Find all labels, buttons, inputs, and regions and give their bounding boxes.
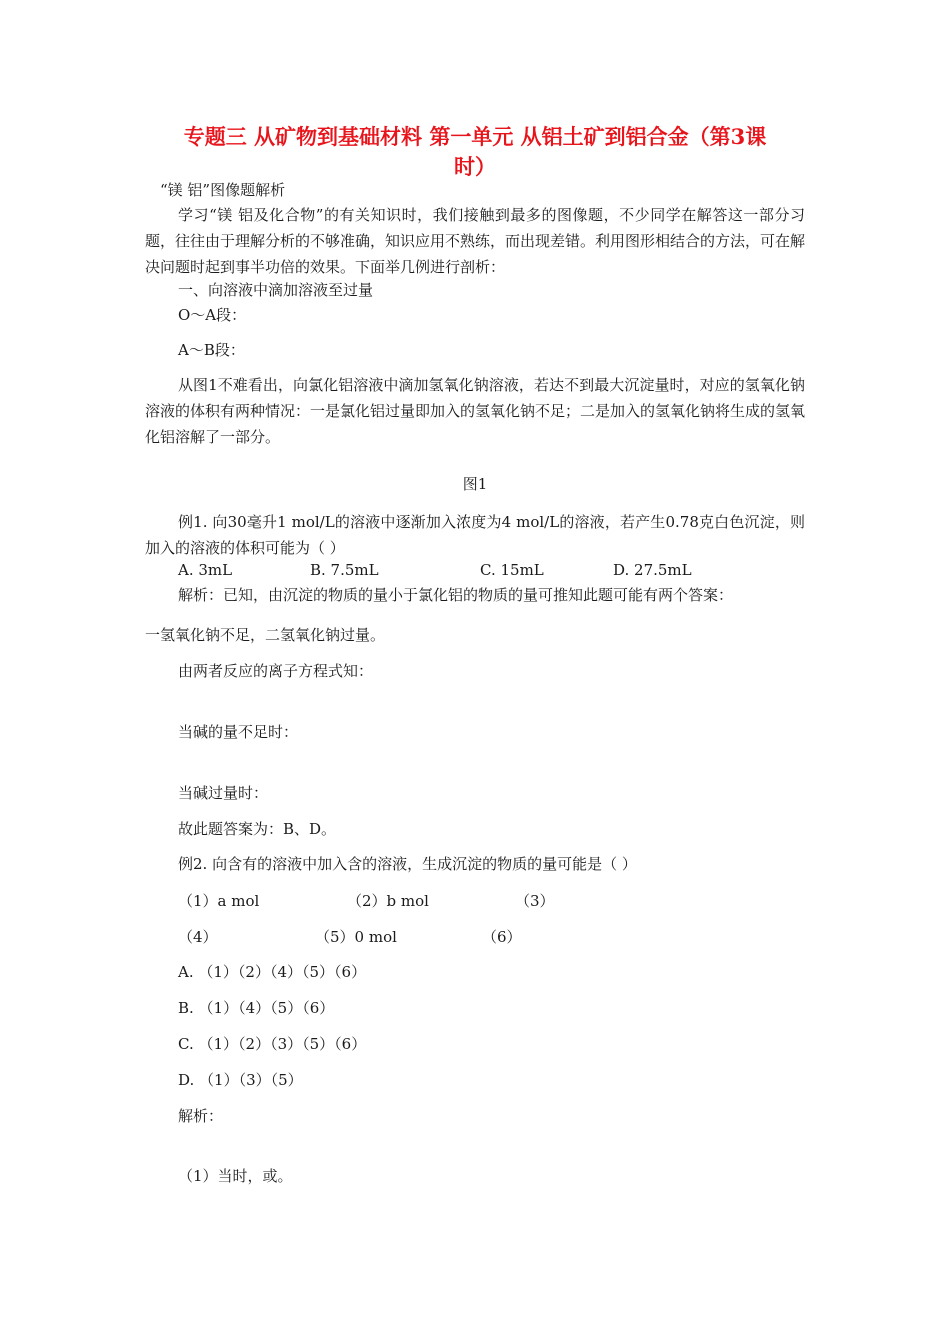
figure-caption: 图1: [462, 475, 488, 493]
example-2-item-1: （1）a mol: [178, 892, 260, 910]
subtitle: “镁 铝”图像题解析: [160, 181, 286, 199]
section-heading-1: 一、向溶液中滴加溶液至过量: [178, 281, 374, 299]
example-1-two-cases: 一氢氧化钠不足，二氢氧化钠过量。: [145, 626, 386, 644]
figure-analysis-paragraph: 从图1不难看出，向氯化铝溶液中滴加氢氧化钠溶液，若达不到最大沉淀量时，对应的氢氧化钠溶液的体积有两种情况：一是氯化铝过量即加入的氢氧化钠不足；二是加入的氢氧化钠将生成的氢氧化铝溶解了一部分。: [145, 376, 806, 446]
example-1-option-d: D. 27.5mL: [613, 561, 692, 579]
example-2-item-3: （3）: [515, 892, 555, 910]
example-2-item-5: （5）0 mol: [315, 928, 397, 946]
example-1-base-insufficient: 当碱的量不足时：: [178, 723, 299, 741]
example-1-analysis: 解析：已知，由沉淀的物质的量小于氯化铝的物质的量可推知此题可能有两个答案：: [178, 586, 734, 604]
segment-ab-label: A～B段：: [178, 341, 245, 359]
example-1-base-excess: 当碱过量时：: [178, 784, 269, 802]
example-1-answer: 故此题答案为：B、D。: [178, 820, 337, 838]
intro-paragraph: 学习“镁 铝及化合物”的有关知识时，我们接触到最多的图像题，不少同学在解答这一部分习题，往往由于理解分析的不够准确，知识应用不熟练，而出现差错。利用图形相结合的方法，可在解决问题时起到事半功倍的效果。下面举几例进行剖析：: [145, 206, 806, 276]
example-2-item-6: （6）: [482, 928, 522, 946]
segment-oa-label: O～A段：: [178, 306, 247, 324]
example-2-analysis-case-1: （1）当时，或。: [178, 1167, 293, 1185]
example-2-item-4: （4）: [178, 928, 218, 946]
example-1-option-b: B. 7.5mL: [310, 561, 379, 579]
title-line-2: 时）: [454, 154, 496, 179]
example-2-question: 例2. 向含有的溶液中加入含的溶液，生成沉淀的物质的量可能是（ ）: [178, 855, 637, 873]
example-1-question: 例1. 向30毫升1 mol/L的溶液中逐渐加入浓度为4 mol/L的溶液，若产生0.78克白色沉淀，则加入的溶液的体积可能为（ ）: [145, 513, 805, 557]
example-2-choice-d: D. （1）（3）（5）: [178, 1071, 303, 1089]
example-2-choice-b: B. （1）（4）（5）（6）: [178, 999, 335, 1017]
example-1-option-c: C. 15mL: [480, 561, 544, 579]
title-line-1: 专题三 从矿物到基础材料 第一单元 从铝土矿到铝合金（第3课: [183, 124, 767, 149]
document-title: [145, 122, 805, 182]
example-1-ionic-equation-label: 由两者反应的离子方程式知：: [178, 662, 374, 680]
example-2-item-2: （2）b mol: [347, 892, 429, 910]
example-2-choice-c: C. （1）（2）（3）（5）（6）: [178, 1035, 367, 1053]
example-1-option-a: A. 3mL: [178, 561, 233, 579]
example-2-analysis-label: 解析：: [178, 1107, 224, 1125]
example-2-choice-a: A. （1）（2）（4）（5）（6）: [178, 963, 367, 981]
